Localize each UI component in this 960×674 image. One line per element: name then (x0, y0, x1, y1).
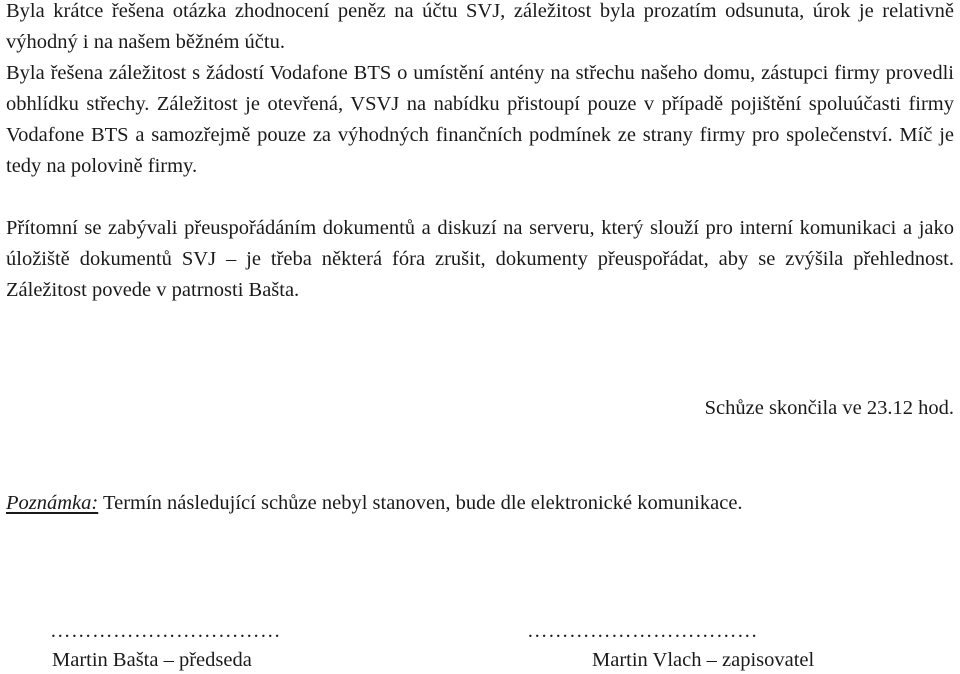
paragraph-savings: Byla krátce řešena otázka zhodnocení peněz na účtu SVJ, záležitost byla prozatím odsunuta, úrok je relativně výhodný i na našem běžném účtu. (6, 0, 954, 53)
remark-text: Termín následující schůze nebyl stanoven, bude dle elektronické komunikace. (103, 492, 743, 514)
signature-chairman: Martin Bašta – předseda (52, 649, 252, 671)
paragraph-antenna: Byla řešena záležitost s žádostí Vodafone BTS o umístění antény na střechu našeho domu, zástupci firmy provedli obhlídku střechy. Záležitost je otevřená, VSVJ na nabídku přistoupí pouze v případě pojištění spoluúčasti firmy Vodafone BTS a samozřejmě pouze za výhodných finančních podmínek ze strany firmy pro společenství. Míč je tedy na polovině firmy. (6, 62, 954, 177)
signature-line-right: …………………………… (527, 620, 758, 642)
paragraph-server: Přítomní se zabývali přeuspořádáním dokumentů a diskuzí na serveru, který slouží pro interní komunikaci a jako úložiště dokumentů SVJ – je třeba některá fóra zrušit, dokumenty přeuspořádat, aby se zvýšila přehlednost. Záležitost povede v patrnosti Bašta. (6, 217, 954, 301)
signature-recorder: Martin Vlach – zapisovatel (592, 649, 815, 671)
signature-line-left: …………………………… (50, 620, 281, 642)
remark (6, 488, 743, 519)
remark-label: Poznámka: (6, 492, 99, 514)
meeting-end-note: Schůze skončila ve 23.12 hod. (704, 397, 954, 419)
